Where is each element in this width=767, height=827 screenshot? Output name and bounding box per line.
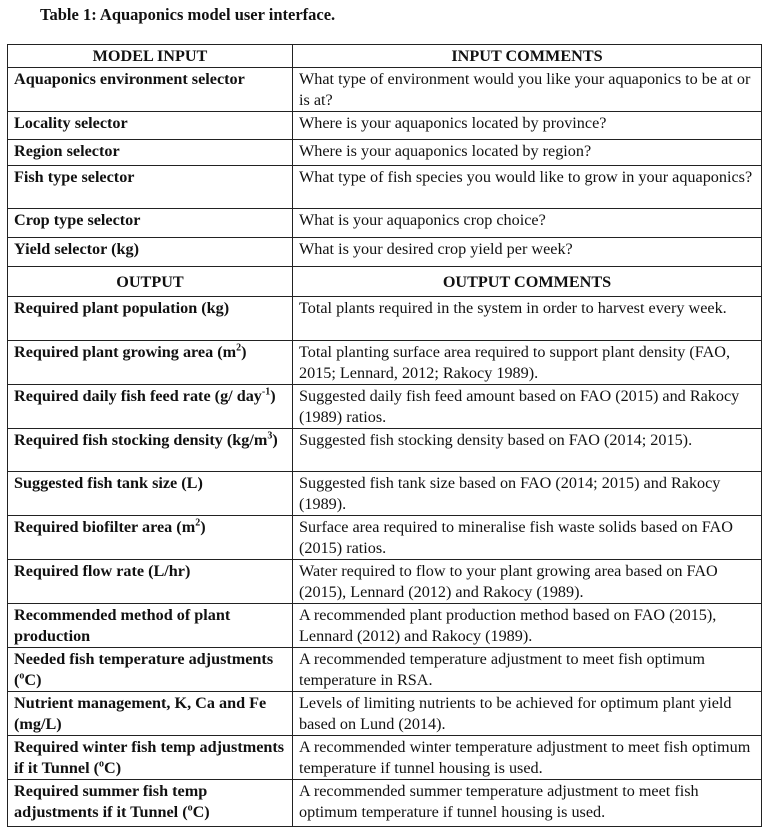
row-comment: What type of fish species you would like to grow in your aquaponics? bbox=[293, 166, 762, 209]
row-label-cell bbox=[8, 516, 293, 560]
row-label-suffix: ) bbox=[270, 387, 276, 405]
row-label: Required flow rate (L/hr) bbox=[14, 562, 191, 580]
row-label: Fish type selector bbox=[14, 168, 135, 186]
row-comment: What is your aquaponics crop choice? bbox=[293, 209, 762, 238]
row-label-cell bbox=[8, 429, 293, 472]
row-label-suffix: C) bbox=[192, 803, 210, 821]
row-label-superscript: o bbox=[19, 670, 25, 682]
row-label-superscript: 3 bbox=[267, 430, 273, 442]
row-comment: Suggested daily fish feed amount based on FAO (2015) and Rakocy (1989) ratios. bbox=[293, 385, 762, 429]
row-label: Aquaponics environment selector bbox=[14, 70, 245, 88]
row-label-superscript: o bbox=[99, 758, 105, 770]
table-row bbox=[8, 604, 762, 648]
row-label-cell bbox=[8, 472, 293, 516]
row-label-superscript: 2 bbox=[195, 517, 201, 529]
row-comment: Levels of limiting nutrients to be achieved for optimum plant yield based on Lund (2014). bbox=[293, 692, 762, 736]
table-row bbox=[8, 297, 762, 341]
row-label: Required daily fish feed rate (g/ day bbox=[14, 387, 262, 405]
row-label: Required winter fish temp adjustments if it Tunnel ( bbox=[14, 738, 285, 777]
input-header-row bbox=[8, 45, 762, 68]
row-label: Crop type selector bbox=[14, 211, 141, 229]
table-row bbox=[8, 560, 762, 604]
row-label: Nutrient management, K, Ca and Fe (mg/L) bbox=[14, 694, 267, 733]
row-comment: Total planting surface area required to support plant density (FAO, 2015; Lennard, 2012; Rakocy 1989). bbox=[293, 341, 762, 385]
table-row bbox=[8, 68, 762, 112]
row-label-cell bbox=[8, 736, 293, 780]
row-label: Needed fish temperature adjustments ( bbox=[14, 650, 274, 689]
row-label-cell bbox=[8, 68, 293, 112]
row-label-cell bbox=[8, 648, 293, 692]
row-label-suffix: ) bbox=[241, 343, 247, 361]
row-label: Required plant growing area (m bbox=[14, 343, 237, 361]
table-caption: Table 1: Aquaponics model user interface. bbox=[40, 5, 336, 24]
row-label-suffix: ) bbox=[200, 518, 206, 536]
row-comment: Suggested fish stocking density based on FAO (2014; 2015). bbox=[293, 429, 762, 472]
row-label-superscript: o bbox=[187, 802, 193, 814]
row-label-cell bbox=[8, 209, 293, 238]
table-row bbox=[8, 516, 762, 560]
row-label-cell bbox=[8, 140, 293, 166]
table-row bbox=[8, 648, 762, 692]
row-label-cell bbox=[8, 238, 293, 267]
table-row bbox=[8, 692, 762, 736]
table-row bbox=[8, 341, 762, 385]
row-comment: Total plants required in the system in order to harvest every week. bbox=[293, 297, 762, 341]
row-comment: A recommended temperature adjustment to meet fish optimum temperature in RSA. bbox=[293, 648, 762, 692]
row-label-cell bbox=[8, 604, 293, 648]
row-label-cell bbox=[8, 560, 293, 604]
table-row bbox=[8, 736, 762, 780]
row-label: Region selector bbox=[14, 142, 120, 160]
row-label-suffix: C) bbox=[104, 759, 122, 777]
row-label-superscript: -1 bbox=[261, 386, 271, 398]
row-label: Yield selector (kg) bbox=[14, 240, 139, 258]
row-label: Required plant population (kg) bbox=[14, 299, 230, 317]
column-header: OUTPUT COMMENTS bbox=[293, 267, 762, 297]
table-row bbox=[8, 140, 762, 166]
row-label: Required fish stocking density (kg/m bbox=[14, 431, 268, 449]
table-row bbox=[8, 472, 762, 516]
row-label-cell bbox=[8, 341, 293, 385]
table-row bbox=[8, 112, 762, 140]
row-comment: A recommended summer temperature adjustment to meet fish optimum temperature if tunnel housing is used. bbox=[293, 780, 762, 827]
row-label-cell bbox=[8, 385, 293, 429]
row-comment: What type of environment would you like your aquaponics to be at or is at? bbox=[293, 68, 762, 112]
row-label-cell bbox=[8, 166, 293, 209]
row-label: Locality selector bbox=[14, 114, 128, 132]
row-comment: A recommended plant production method based on FAO (2015), Lennard (2012) and Rakocy (1989). bbox=[293, 604, 762, 648]
column-header: OUTPUT bbox=[8, 267, 293, 297]
column-header: MODEL INPUT bbox=[8, 45, 293, 68]
row-label-cell bbox=[8, 297, 293, 341]
aquaponics-table bbox=[7, 44, 762, 827]
row-label-suffix: ) bbox=[272, 431, 278, 449]
row-label-superscript: 2 bbox=[236, 342, 242, 354]
row-label-cell bbox=[8, 780, 293, 827]
row-comment: Surface area required to mineralise fish waste solids based on FAO (2015) ratios. bbox=[293, 516, 762, 560]
table-row bbox=[8, 429, 762, 472]
row-label: Suggested fish tank size (L) bbox=[14, 474, 203, 492]
row-label: Required biofilter area (m bbox=[14, 518, 196, 536]
table-row bbox=[8, 780, 762, 827]
table-row bbox=[8, 238, 762, 267]
output-header-row bbox=[8, 267, 762, 297]
row-comment: Where is your aquaponics located by province? bbox=[293, 112, 762, 140]
row-label-suffix: C) bbox=[24, 671, 42, 689]
column-header: INPUT COMMENTS bbox=[293, 45, 762, 68]
table-row bbox=[8, 209, 762, 238]
row-comment: What is your desired crop yield per week? bbox=[293, 238, 762, 267]
row-label-cell bbox=[8, 112, 293, 140]
table-row bbox=[8, 385, 762, 429]
row-comment: Where is your aquaponics located by region? bbox=[293, 140, 762, 166]
row-comment: A recommended winter temperature adjustment to meet fish optimum temperature if tunnel housing is used. bbox=[293, 736, 762, 780]
table-row bbox=[8, 166, 762, 209]
row-label: Required summer fish temp adjustments if it Tunnel ( bbox=[14, 782, 208, 821]
row-label-cell bbox=[8, 692, 293, 736]
row-comment: Water required to flow to your plant growing area based on FAO (2015), Lennard (2012) and Rakocy (1989). bbox=[293, 560, 762, 604]
row-comment: Suggested fish tank size based on FAO (2014; 2015) and Rakocy (1989). bbox=[293, 472, 762, 516]
row-label: Recommended method of plant production bbox=[14, 606, 231, 645]
